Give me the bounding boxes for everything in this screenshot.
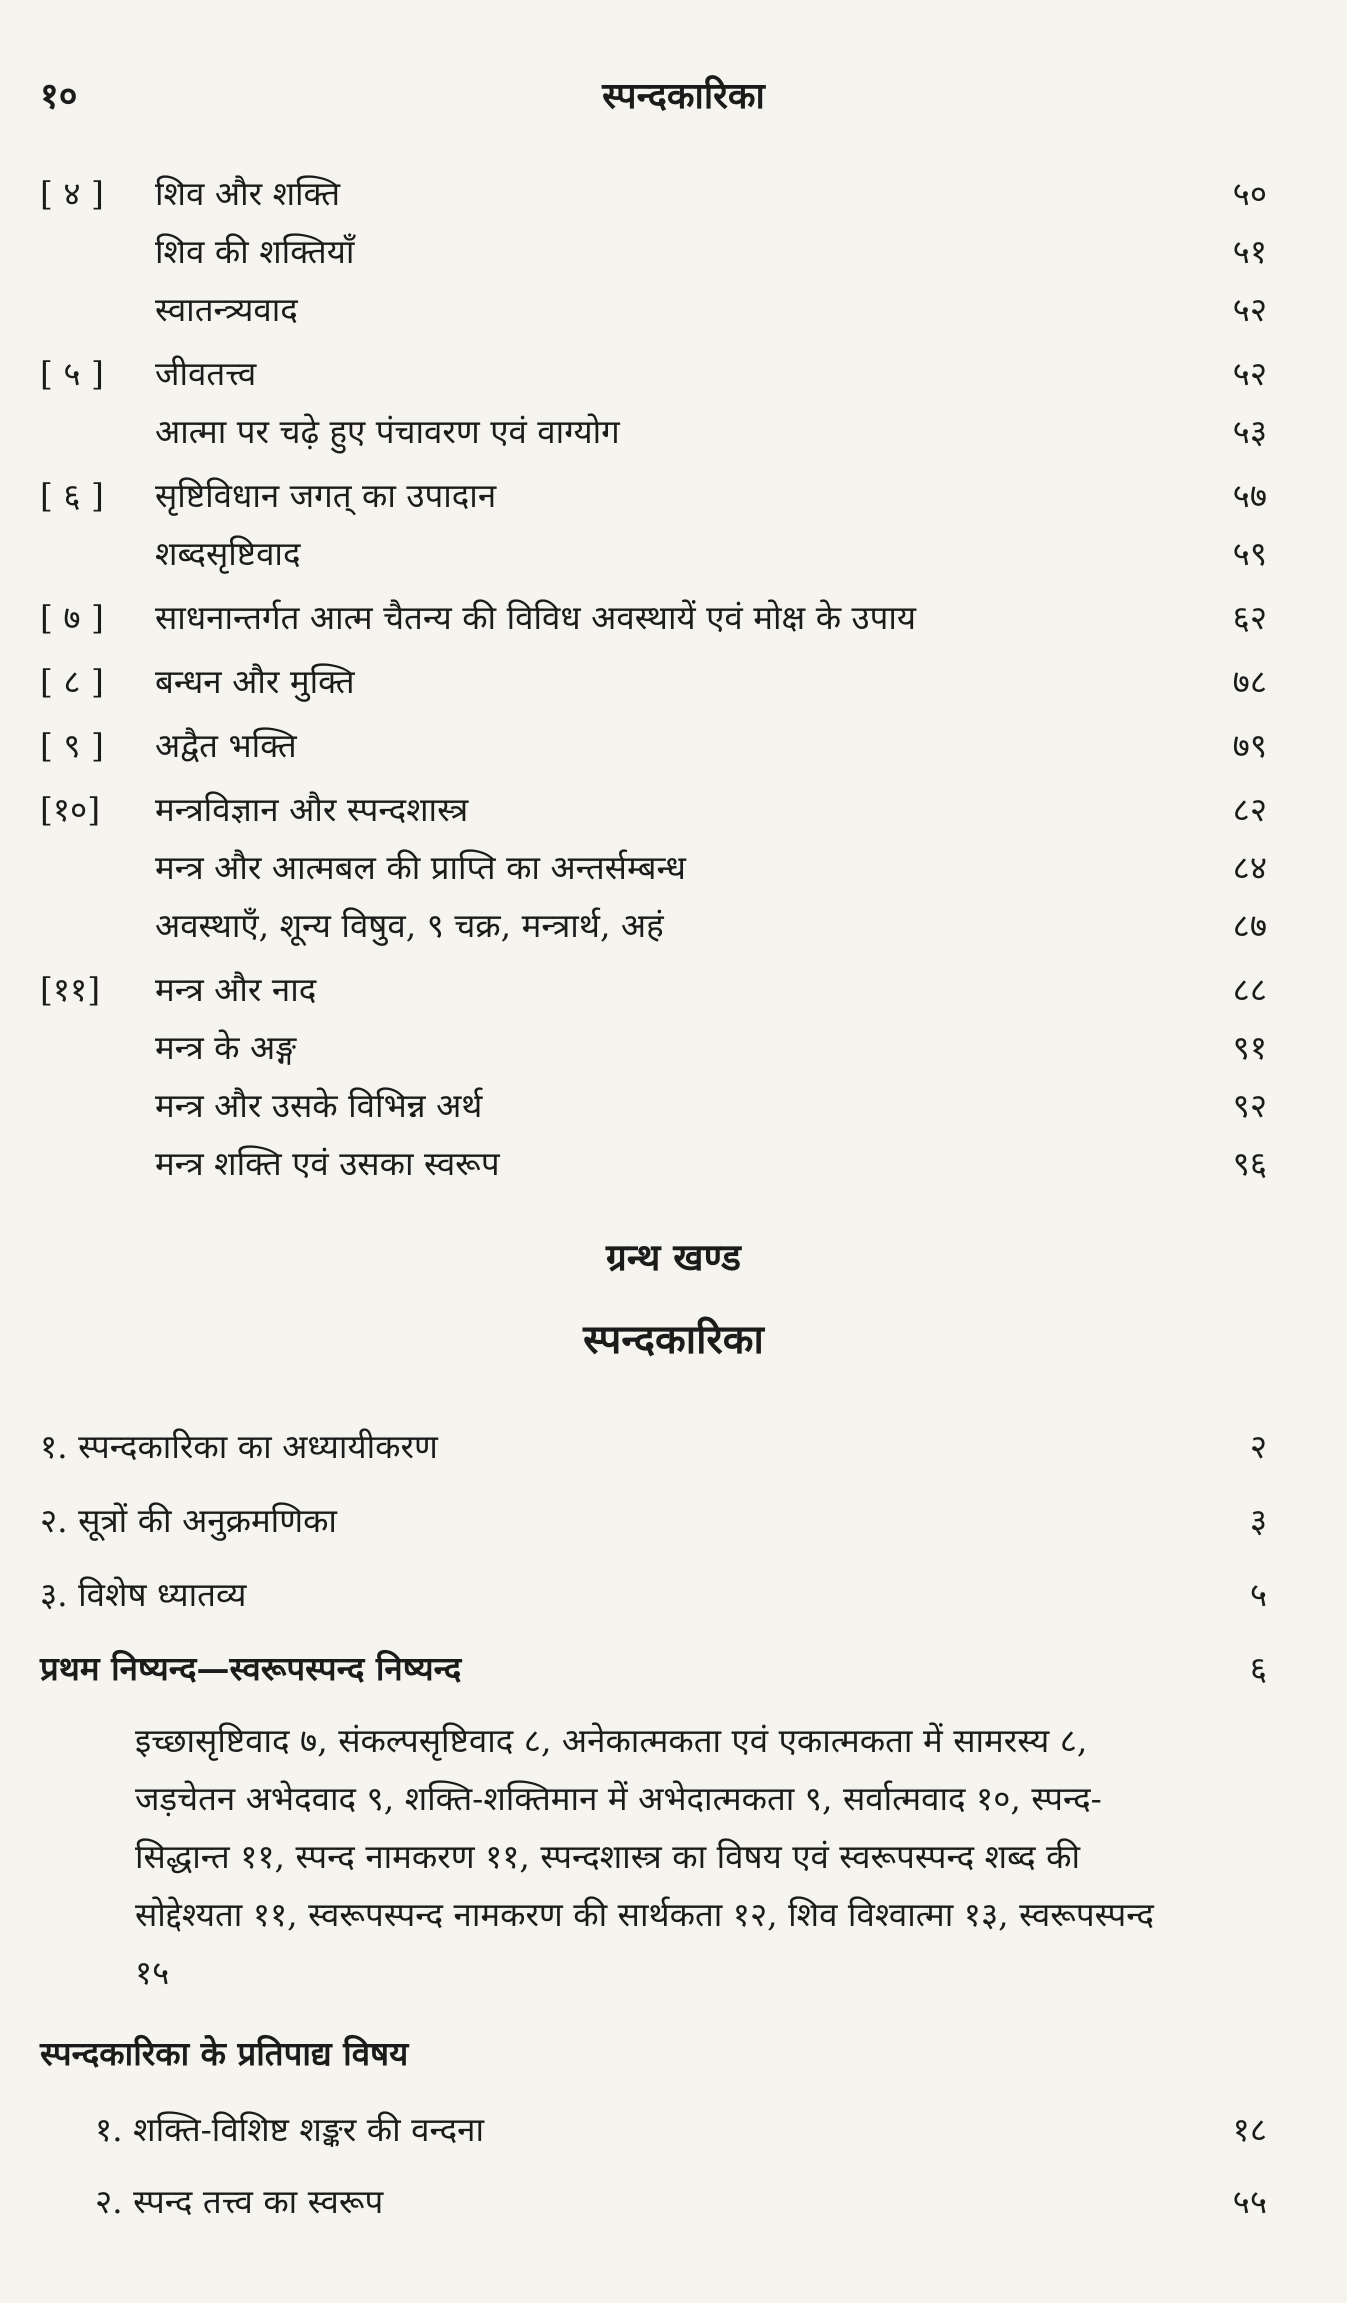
entry-label: २. स्पन्द तत्त्व का स्वरूप — [95, 2182, 384, 2221]
entry-page: ५ — [1249, 1575, 1267, 1614]
chapter-label: प्रथम निष्यन्द—स्वरूपस्पन्द निष्यन्द — [40, 1649, 462, 1688]
toc-entry — [40, 1484, 1267, 1558]
toc-entry — [40, 1077, 1267, 1135]
toc-group — [40, 717, 1267, 775]
entry-label: जीवतत्त्व — [155, 354, 257, 393]
toc-group — [40, 589, 1267, 647]
toc-entry — [40, 1135, 1267, 1193]
toc-group — [40, 165, 1267, 339]
entry-label: शब्दसृष्टिवाद — [155, 534, 301, 573]
toc-entry — [40, 781, 1267, 839]
toc-entry — [40, 1410, 1267, 1484]
entry-page: ५२ — [1232, 290, 1267, 329]
toc-entry — [40, 961, 1267, 1019]
toc-entry — [40, 653, 1267, 711]
section-number: [ ७ ] — [40, 598, 104, 637]
entry-page: ३ — [1249, 1501, 1267, 1540]
entry-page: ५७ — [1232, 476, 1267, 515]
entry-label: १. शक्ति-विशिष्ट शङ्कर की वन्दना — [95, 2110, 485, 2149]
section-number: [ ४ ] — [40, 174, 104, 213]
entry-page: ९६ — [1232, 1144, 1267, 1183]
toc-group — [40, 653, 1267, 711]
entry-page: ८४ — [1232, 848, 1267, 887]
entry-page: ५० — [1232, 174, 1267, 213]
entry-label: मन्त्रविज्ञान और स्पन्दशास्त्र — [155, 790, 469, 829]
entry-page: ५५ — [1232, 2182, 1267, 2221]
toc-entry — [40, 525, 1267, 583]
entry-page: ५९ — [1232, 534, 1267, 573]
toc-group — [40, 345, 1267, 461]
topics-subheading: स्पन्दकारिका के प्रतिपाद्य विषय — [40, 2034, 409, 2073]
entry-page: ८२ — [1232, 790, 1267, 829]
toc-entry — [40, 345, 1267, 403]
entry-label: स्वातन्त्र्यवाद — [155, 290, 298, 329]
entry-page: २ — [1249, 1427, 1267, 1466]
toc-entry — [40, 467, 1267, 525]
entry-label: अवस्थाएँ, शून्य विषुव, ९ चक्र, मन्त्रार्थ, अहं — [155, 906, 664, 945]
entry-page: ७८ — [1232, 662, 1267, 701]
entry-label: अद्वैत भक्ति — [155, 726, 297, 765]
toc-entry — [40, 281, 1267, 339]
toc-group — [40, 781, 1267, 955]
toc-group — [40, 961, 1267, 1193]
toc-entry — [40, 717, 1267, 775]
toc-entry — [40, 897, 1267, 955]
entry-label: ३. विशेष ध्यातव्य — [40, 1575, 247, 1614]
entry-page: ५३ — [1232, 412, 1267, 451]
entry-page: ९२ — [1232, 1086, 1267, 1125]
entry-page: ५२ — [1232, 354, 1267, 393]
entry-label: शिव की शक्तियाँ — [155, 232, 355, 271]
entry-label: सृष्टिविधान जगत् का उपादान — [155, 476, 497, 515]
section-number: [ ८ ] — [40, 662, 104, 701]
entry-label: मन्त्र और आत्मबल की प्राप्ति का अन्तर्सम्बन्ध — [155, 848, 686, 887]
entry-page: ८७ — [1232, 906, 1267, 945]
toc-entry — [40, 223, 1267, 281]
entry-label: साधनान्तर्गत आत्म चैतन्य की विविध अवस्थायें एवं मोक्ष के उपाय — [155, 598, 917, 637]
toc-entry — [40, 2094, 1267, 2166]
toc-entry — [40, 403, 1267, 461]
entry-page: ८८ — [1232, 970, 1267, 1009]
section-number: [ ९ ] — [40, 726, 104, 765]
entry-label: मन्त्र और उसके विभिन्न अर्थ — [155, 1086, 483, 1125]
entry-label: मन्त्र और नाद — [155, 970, 317, 1009]
toc-entry — [40, 1019, 1267, 1077]
section-subheading: स्पन्दकारिका — [583, 1316, 764, 1363]
section-number: [ ५ ] — [40, 354, 104, 393]
running-head — [40, 70, 1267, 130]
toc-entry — [40, 839, 1267, 897]
section-number: [ ६ ] — [40, 476, 104, 515]
entry-label: बन्धन और मुक्ति — [155, 662, 355, 701]
entry-page: १८ — [1232, 2110, 1267, 2149]
entry-label: आत्मा पर चढ़े हुए पंचावरण एवं वाग्योग — [155, 412, 620, 451]
entry-label: शिव और शक्ति — [155, 174, 341, 213]
entry-page: ९१ — [1232, 1028, 1267, 1067]
chapter-page: ६ — [1249, 1649, 1267, 1688]
chapter-entry — [40, 1632, 1267, 1706]
chapter-topics-paragraph: इच्छासृष्टिवाद ७, संकल्पसृष्टिवाद ८, अनेकात्मकता एवं एकात्मकता में सामरस्य ८, जड़चेतन अभेदवाद ९, शक्ति-शक्तिमान में अभेदात्मकता ९, सर्वात्मवाद १०, स्पन्द-सिद्धान्त ११, स्पन्द नामकरण ११, स्पन्दशास्त्र का विषय एवं स्वरूपस्पन्द शब्द की सोद्देश्यता ११, स्वरूपस्पन्द नामकरण की सार्थकता १२, शिव विश्वात्मा १३, स्वरूपस्पन्द १५ — [135, 1721, 1154, 1992]
page-number: १० — [40, 75, 78, 117]
entry-label: १. स्पन्दकारिका का अध्यायीकरण — [40, 1427, 438, 1466]
toc-entry — [40, 1558, 1267, 1632]
toc-entry — [40, 589, 1267, 647]
entry-label: मन्त्र के अङ्ग — [155, 1028, 297, 1067]
table-of-contents — [40, 165, 1267, 1199]
entry-page: ५१ — [1232, 232, 1267, 271]
toc-group — [40, 467, 1267, 583]
section-number: [१०] — [40, 790, 101, 829]
entry-label: मन्त्र शक्ति एवं उसका स्वरूप — [155, 1144, 500, 1183]
part-two-contents — [40, 1410, 1267, 2238]
entry-page: ६२ — [1232, 598, 1267, 637]
running-title: स्पन्दकारिका — [602, 75, 765, 117]
toc-entry — [40, 165, 1267, 223]
section-heading: ग्रन्थ खण्ड — [606, 1235, 741, 1279]
entry-label: २. सूत्रों की अनुक्रमणिका — [40, 1501, 337, 1540]
section-number: [११] — [40, 970, 101, 1009]
entry-page: ७९ — [1232, 726, 1267, 765]
toc-entry — [40, 2166, 1267, 2238]
